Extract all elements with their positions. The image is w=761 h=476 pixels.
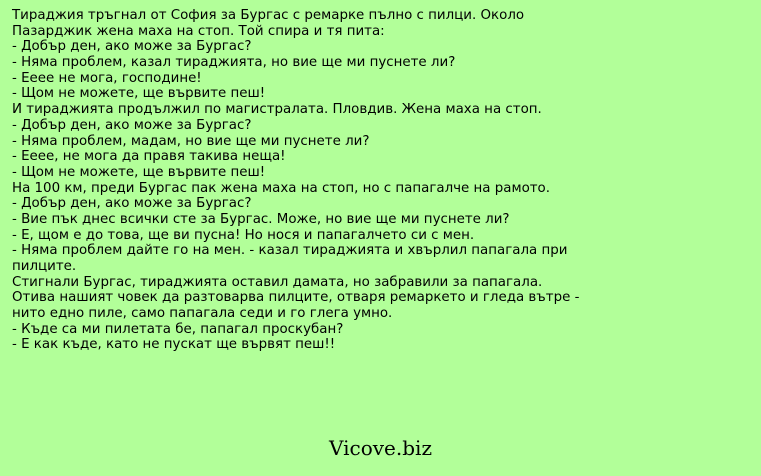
joke-line: Пазарджик жена маха на стоп. Той спира и тя пита: [12, 23, 385, 39]
joke-text [12, 8, 757, 353]
joke-line: нито едно пиле, само папагала седи и го глега умно. [12, 306, 393, 322]
joke-line: - Добър ден, ако може за Бургас? [12, 117, 252, 133]
joke-line: Тираджия тръгнал от София за Бургас с ремарке пълно с пилци. Около [12, 8, 525, 23]
joke-line: - Няма проблем, казал тираджията, но вие ще ми пуснете ли? [12, 55, 456, 71]
joke-line: - Къде са ми пилетата бе, папагал проскубан? [12, 321, 344, 337]
joke-line: Отива нашият човек да разтоварва пилците, отваря ремаркето и гледа вътре - [12, 290, 580, 306]
joke-line: На 100 км, преди Бургас пак жена маха на стоп, но с папагалче на рамото. [12, 180, 551, 196]
joke-line: - Няма проблем, мадам, но вие ще ми пуснете ли? [12, 133, 370, 149]
joke-line: - Е, щом е до това, ще ви пусна! Но нося и папагалчето си с мен. [12, 227, 475, 243]
joke-line: пилците. [12, 259, 77, 274]
joke-line: - Щом не можете, ще вървите пеш! [12, 86, 266, 102]
joke-line: - Щом не можете, ще вървите пеш! [12, 164, 266, 180]
joke-line: - Вие пък днес всички сте за Бургас. Може, но вие ще ми пуснете ли? [12, 211, 510, 227]
site-watermark: Vicove.biz [329, 436, 432, 460]
joke-line: - Е как къде, като не пускат ще вървят пеш!! [12, 337, 336, 353]
joke-line: - Добър ден, ако може за Бургас? [12, 196, 252, 212]
joke-line: - Ееее не мога, господине! [12, 70, 202, 86]
joke-line: - Добър ден, ако може за Бургас? [12, 39, 252, 55]
joke-line: И тираджията продължил по магистралата. Пловдив. Жена маха на стоп. [12, 102, 542, 118]
joke-line: - Няма проблем дайте го на мен. - казал тираджията и хвърлил папагала при [12, 243, 568, 259]
joke-line: Стигнали Бургас, тираджията оставил дамата, но забравили за папагала. [12, 274, 543, 290]
joke-line: - Ееее, не мога да правя такива неща! [12, 149, 286, 165]
